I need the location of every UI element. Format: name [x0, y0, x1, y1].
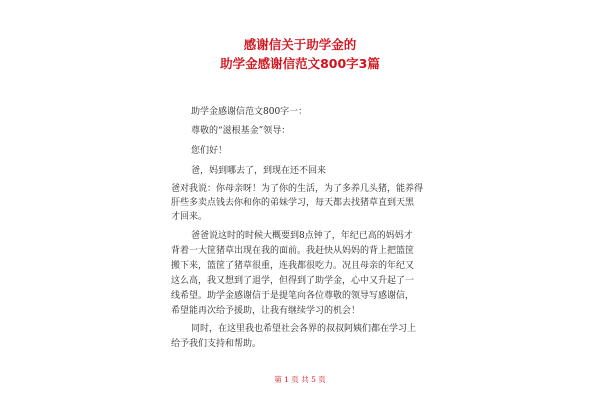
- body-line: 这么高，我又想到了退学，但得到了助学金，心中又升起了一: [171, 276, 415, 286]
- body-line: 爸爸说这时的时候大概要到8点钟了，年纪已高的妈妈才: [191, 231, 413, 241]
- body-line: 搬下来，篮筐了猪草很重，连我都很吃力。况且母亲的年纪又: [171, 261, 415, 271]
- body-line: 同时，在这里我也希望社会各界的叔叔阿姨们都在学习上: [191, 324, 417, 334]
- body-line: 希望能再次给予援助，让我有继续学习的机会！: [171, 306, 361, 316]
- page-footer: 第 1 页 共 5 页: [274, 375, 326, 384]
- body-line: 肝些多卖点钱去你和你的弟妹学习，每天都去找猪草直到天黑: [171, 198, 415, 208]
- document-title-line-2: 助学金感谢信范文800字3篇: [220, 56, 380, 71]
- body-line: 线希望。助学金感谢信于是提笔向各位尊敬的领导写感谢信，: [171, 291, 415, 301]
- body-line: 助学金感谢信范文800字一：: [191, 107, 308, 117]
- body-line: 爸对我说：你母亲呀！为了你的生活，为了多养几头猪，能养得: [171, 184, 424, 194]
- body-line: 才回来。: [171, 212, 208, 222]
- body-line: 给予我们支持和帮助。: [171, 339, 262, 349]
- body-line: 背着一大筐猪草出现在我的面前。我赶快从妈妈的背上把篮筐: [171, 246, 415, 256]
- body-line: 尊敬的“滋根基金”领导：: [191, 126, 291, 136]
- body-line: 您们好！: [191, 146, 228, 156]
- document-title-line-1: 感谢信关于助学金的: [243, 37, 357, 52]
- body-line: 爸，妈到哪去了，到现在还不回来: [191, 166, 327, 176]
